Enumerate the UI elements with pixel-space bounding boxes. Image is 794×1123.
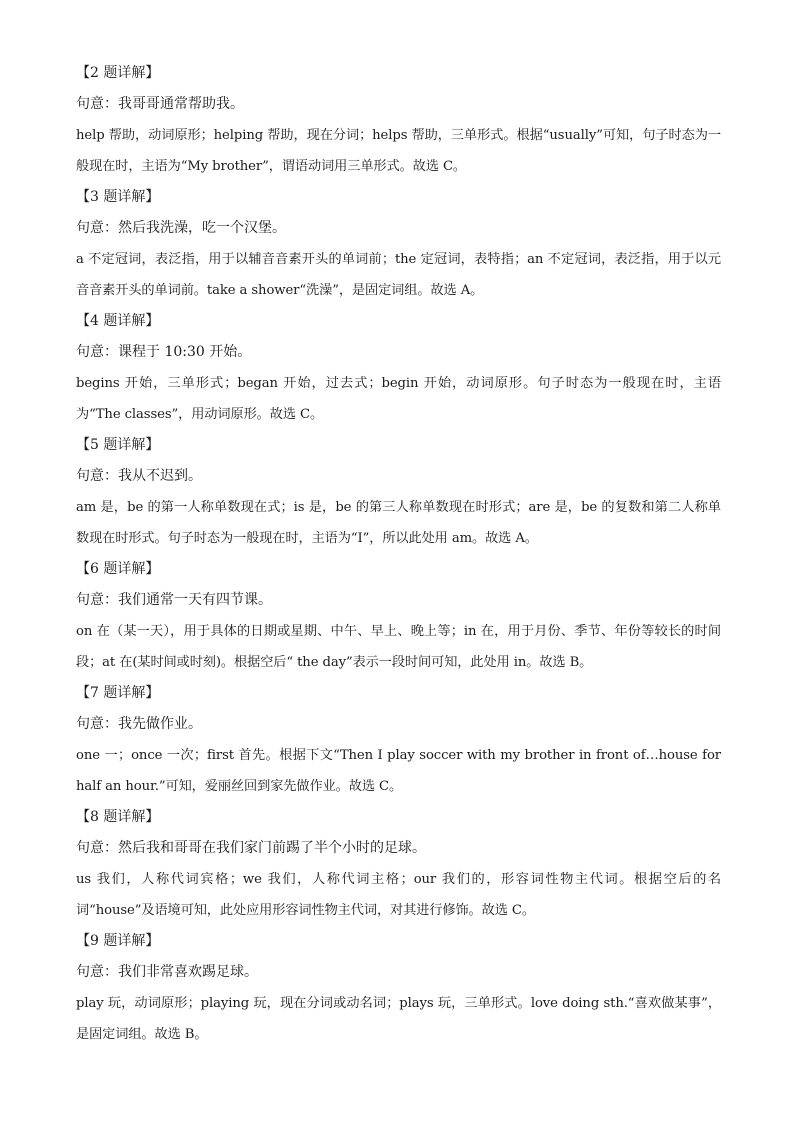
question-5-section: [76, 430, 721, 554]
question-3-section: [76, 182, 721, 306]
explanation-text: begins 开始，三单形式；began 开始，过去式；begin 开始，动词原形。句子时态为一般现在时，主语为“The classes”，用动词原形。故选 C。: [76, 376, 721, 422]
question-4-section: [76, 306, 721, 430]
question-6-section: [76, 554, 721, 678]
section-heading: 【7 题详解】: [76, 685, 160, 701]
sentence-meaning: 句意：我哥哥通常帮助我。: [76, 96, 244, 112]
sentence-meaning: 句意：我们非常喜欢踢足球。: [76, 964, 258, 980]
question-7-section: [76, 678, 721, 802]
sentence-meaning: 句意：然后我和哥哥在我们家门前踢了半个小时的足球。: [76, 840, 426, 856]
explanation-text: one 一；once 一次；first 首先。根据下文“Then I play soccer with my brother in front of…house for half an hour.”可知，爱丽丝回到家先做作业。故选 C。: [76, 748, 721, 794]
sentence-meaning: 句意：课程于 10:30 开始。: [76, 344, 252, 360]
explanation-text: am 是，be 的第一人称单数现在式；is 是，be 的第三人称单数现在时形式；are 是，be 的复数和第二人称单数现在时形式。句子时态为一般现在时，主语为“I”，所以此处用 am。故选 A。: [76, 500, 721, 546]
question-9-section: [76, 926, 721, 1050]
explanation-text: us 我们，人称代词宾格；we 我们，人称代词主格；our 我们的，形容词性物主代词。根据空后的名词“house”及语境可知，此处应用形容词性物主代词，对其进行修饰。故选 C。: [76, 872, 721, 918]
section-heading: 【4 题详解】: [76, 313, 160, 329]
section-heading: 【8 题详解】: [76, 809, 160, 825]
section-heading: 【6 题详解】: [76, 561, 160, 577]
question-2-section: [76, 58, 721, 182]
section-heading: 【3 题详解】: [76, 189, 160, 205]
question-8-section: [76, 802, 721, 926]
explanation-text: a 不定冠词，表泛指，用于以辅音音素开头的单词前；the 定冠词，表特指；an 不定冠词，表泛指，用于以元音音素开头的单词前。take a shower“洗澡”，是固定词组。故选 A。: [76, 252, 721, 298]
document-page: [76, 58, 721, 1050]
section-heading: 【5 题详解】: [76, 437, 160, 453]
section-heading: 【2 题详解】: [76, 65, 160, 81]
explanation-text: on 在（某一天），用于具体的日期或星期、中午、早上、晚上等；in 在，用于月份、季节、年份等较长的时间段；at 在(某时间或时刻)。根据空后“ the day”表示一段时间可知，此处用 in。故选 B。: [76, 624, 721, 670]
explanation-text: play 玩，动词原形；playing 玩，现在分词或动名词；plays 玩，三单形式。love doing sth.“喜欢做某事”，是固定词组。故选 B。: [76, 996, 721, 1042]
sentence-meaning: 句意：我们通常一天有四节课。: [76, 592, 272, 608]
explanation-text: help 帮助，动词原形；helping 帮助，现在分词；helps 帮助，三单形式。根据“usually”可知，句子时态为一般现在时，主语为“My brother”，谓语动词用三单形式。故选 C。: [76, 128, 721, 174]
sentence-meaning: 句意：我先做作业。: [76, 716, 202, 732]
sentence-meaning: 句意：然后我洗澡，吃一个汉堡。: [76, 220, 286, 236]
section-heading: 【9 题详解】: [76, 933, 160, 949]
sentence-meaning: 句意：我从不迟到。: [76, 468, 202, 484]
